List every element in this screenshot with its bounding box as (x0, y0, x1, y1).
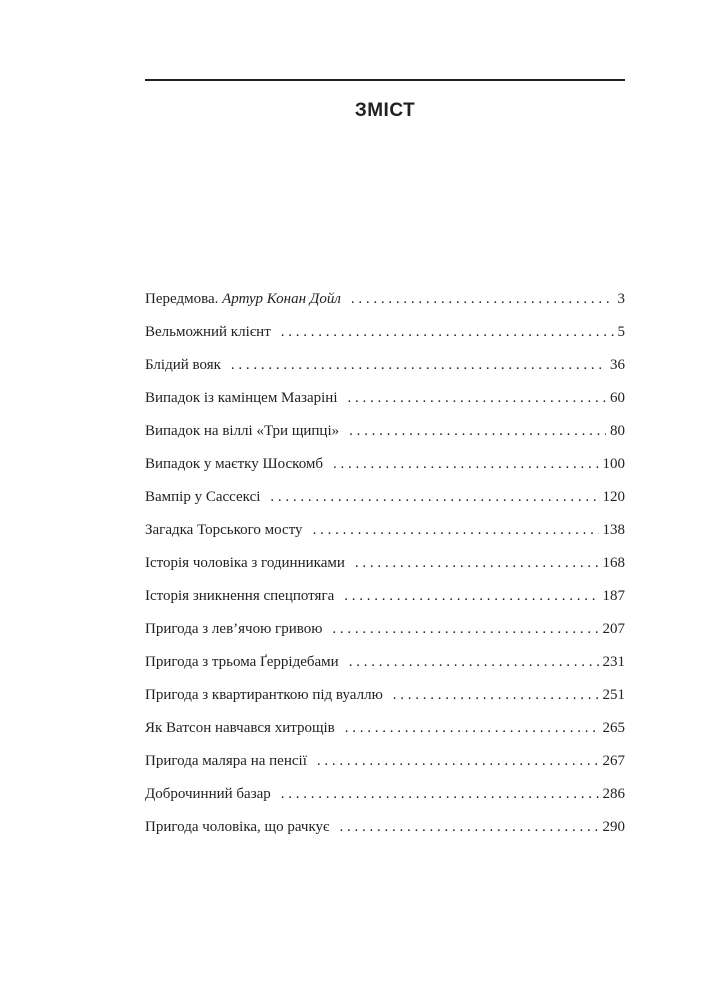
toc-entry[interactable] (145, 652, 625, 685)
toc-entry-page: 3 (617, 291, 625, 307)
toc-entry[interactable] (145, 289, 625, 322)
top-rule (145, 79, 625, 81)
toc-entry[interactable] (145, 355, 625, 388)
toc-entry-page: 265 (602, 720, 625, 736)
toc-entry[interactable] (145, 454, 625, 487)
toc-entry[interactable] (145, 784, 625, 817)
dot-leader (351, 289, 614, 309)
toc-entry-title: Пригода з лев’ячою гривою (145, 621, 323, 637)
dot-leader (355, 553, 599, 573)
toc-entry-page: 187 (602, 588, 625, 604)
toc-entry-page: 231 (602, 654, 625, 670)
dot-leader (349, 421, 606, 441)
toc-entry-title: Пригода з трьома Ґеррідебами (145, 654, 339, 670)
dot-leader (270, 487, 598, 507)
toc-entry-title: Пригода з квартиранткою під вуаллю (145, 687, 383, 703)
dot-leader (313, 520, 599, 540)
toc-entry-title: Як Ватсон навчався хитрощів (145, 720, 335, 736)
toc-entry-title: Історія зникнення спецпотяга (145, 588, 335, 604)
dot-leader (317, 751, 599, 771)
toc-entry-page: 138 (602, 522, 625, 538)
toc-entry-title: Історія чоловіка з годинниками (145, 555, 345, 571)
toc-entry-title: Загадка Торського мосту (145, 522, 303, 538)
toc-entry[interactable] (145, 751, 625, 784)
toc-entry-title (145, 289, 341, 309)
dot-leader (349, 652, 599, 672)
toc-entry-page: 290 (602, 819, 625, 835)
dot-leader (281, 322, 614, 342)
toc-entry[interactable] (145, 421, 625, 454)
toc-entry-page: 100 (602, 456, 625, 472)
toc-entry-page: 60 (610, 390, 625, 406)
dot-leader (231, 355, 606, 375)
toc-entry[interactable] (145, 553, 625, 586)
toc-entry-title: Пригода чоловіка, що рачкує (145, 819, 330, 835)
toc-entry-page: 36 (610, 357, 625, 373)
toc-entry-page: 286 (602, 786, 625, 802)
toc-entry-title: Випадок у маєтку Шоскомб (145, 456, 324, 472)
toc-entry-title: Вельможний клієнт (145, 324, 271, 340)
toc-entry-title-text: Передмова. (145, 291, 219, 307)
toc-entry-title: Доброчинний базар (145, 786, 271, 802)
toc-entry[interactable] (145, 322, 625, 355)
toc-entry[interactable] (145, 619, 625, 652)
toc-entry-title: Вампір у Сассексі (145, 489, 261, 505)
toc-entry[interactable] (145, 685, 625, 718)
toc-entry-page: 120 (602, 489, 625, 505)
page-title: ЗМІСТ (354, 100, 416, 121)
dot-leader (332, 619, 598, 639)
dot-leader (393, 685, 599, 705)
dot-leader (281, 784, 599, 804)
toc-entry-page: 207 (602, 621, 625, 637)
toc-entry-page: 251 (602, 687, 625, 703)
toc-entry[interactable] (145, 718, 625, 751)
table-of-contents (145, 289, 625, 850)
toc-entry-page: 267 (602, 753, 625, 769)
toc-entry-author: Артур Конан Дойл (222, 291, 341, 307)
toc-entry[interactable] (145, 487, 625, 520)
toc-entry-title: Випадок із камінцем Мазаріні (145, 390, 338, 406)
toc-entry-title: Блідий вояк (145, 357, 221, 373)
toc-entry-page: 5 (617, 324, 625, 340)
dot-leader (339, 817, 598, 837)
dot-leader (348, 388, 606, 408)
toc-entry-title: Пригода маляра на пенсії (145, 753, 307, 769)
dot-leader (344, 586, 598, 606)
toc-entry[interactable] (145, 520, 625, 553)
toc-entry[interactable] (145, 388, 625, 421)
toc-entry-page: 168 (602, 555, 625, 571)
toc-entry[interactable] (145, 586, 625, 619)
dot-leader (345, 718, 599, 738)
toc-entry-title: Випадок на віллі «Три щипці» (145, 423, 340, 439)
toc-entry-page: 80 (610, 423, 625, 439)
toc-entry[interactable] (145, 817, 625, 850)
dot-leader (333, 454, 598, 474)
